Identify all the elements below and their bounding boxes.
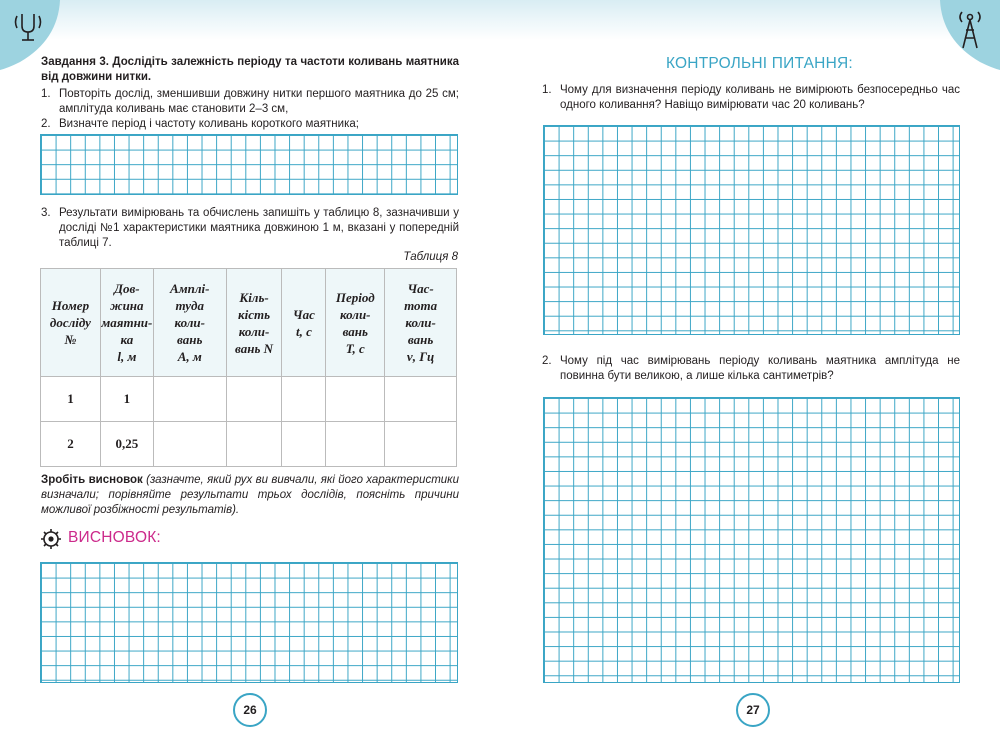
header-frequency: Час- тота коли- вань ν, Гц	[385, 269, 457, 377]
conclusion-answer-grid[interactable]	[40, 562, 458, 683]
header-period: Період коли- вань T, с	[326, 269, 385, 377]
question-text: Чому для визначення періоду коливань не вимірюють безпосередньо час одного коливання? Навіщо вимірювати час 20 коливань?	[560, 84, 960, 111]
conclusion-note: (зазначте, який рух ви вивчали, які його характеристики визначали; порівняйте результати трьох дослідів, поясніть причини можливої розбіжності результатів).	[41, 474, 459, 516]
table-cell-input[interactable]	[282, 377, 326, 422]
measurement-table	[40, 268, 457, 467]
table-cell-input[interactable]	[153, 377, 226, 422]
table-cell-input[interactable]	[385, 422, 457, 467]
page-number-badge-left	[230, 690, 270, 730]
page-number: 26	[233, 693, 267, 727]
table-cell-input[interactable]	[385, 377, 457, 422]
header-amplitude: Амплі- туда коли- вань A, м	[153, 269, 226, 377]
table-cell-input[interactable]	[226, 422, 282, 467]
question-number: 1.	[542, 84, 552, 96]
table-cell: 1	[100, 377, 153, 422]
table-cell-input[interactable]	[282, 422, 326, 467]
table-header-row	[41, 269, 457, 377]
table-row	[41, 422, 457, 467]
table-cell-input[interactable]	[326, 422, 385, 467]
conclusion-lead: Зробіть висновок	[41, 474, 143, 486]
header-length: Дов- жина маятни- ка l, м	[100, 269, 153, 377]
right-corner-decor	[940, 0, 1000, 70]
table-cell-input[interactable]	[226, 377, 282, 422]
table-cell: 1	[41, 377, 101, 422]
task-title: Завдання 3. Дослідіть залежність періоду та частоти коливань маятника від довжини нитки.	[41, 56, 459, 83]
answer-grid-question-1[interactable]	[543, 125, 960, 335]
step-text: Визначте період і частоту коливань короткого маятника;	[59, 118, 359, 130]
conclusion-heading: ВИСНОВОК:	[68, 529, 161, 546]
page-number: 27	[736, 693, 770, 727]
page-number-badge-right	[733, 690, 773, 730]
header-experiment-number: Номер досліду №	[41, 269, 101, 377]
step-text: Повторіть дослід, зменшивши довжину нитки першого маятника до 25 см; амплітуда коливань має становити 2–3 см,	[59, 88, 459, 115]
table-cell-input[interactable]	[326, 377, 385, 422]
table-cell: 2	[41, 422, 101, 467]
header-time: Час t, с	[282, 269, 326, 377]
table-cell-input[interactable]	[153, 422, 226, 467]
table-row	[41, 377, 457, 422]
question-text: Чому під час вимірювань періоду коливань маятника амплітуда не повинна бути великою, а лише кілька сантиметрів?	[560, 355, 960, 382]
question-number: 2.	[542, 355, 552, 367]
step-number: 3.	[41, 207, 51, 219]
answer-grid-step-2[interactable]	[40, 134, 458, 195]
step-number: 1.	[41, 88, 51, 100]
step-text: Результати вимірювань та обчислень запишіть у таблицю 8, зазначивши у досліді №1 характеристики маятника довжиною 1 м, вказані у попередній таблиці 7.	[59, 207, 459, 249]
answer-grid-question-2[interactable]	[543, 397, 960, 683]
step-number: 2.	[41, 118, 51, 130]
conclusion-instruction	[41, 473, 459, 518]
top-decor-band	[0, 0, 1000, 40]
control-questions-heading: КОНТРОЛЬНІ ПИТАННЯ:	[666, 55, 853, 72]
header-oscillation-count: Кіль- кість коли- вань N	[226, 269, 282, 377]
table-caption: Таблиця 8	[403, 251, 458, 263]
table-cell: 0,25	[100, 422, 153, 467]
atom-gear-icon	[40, 528, 62, 550]
